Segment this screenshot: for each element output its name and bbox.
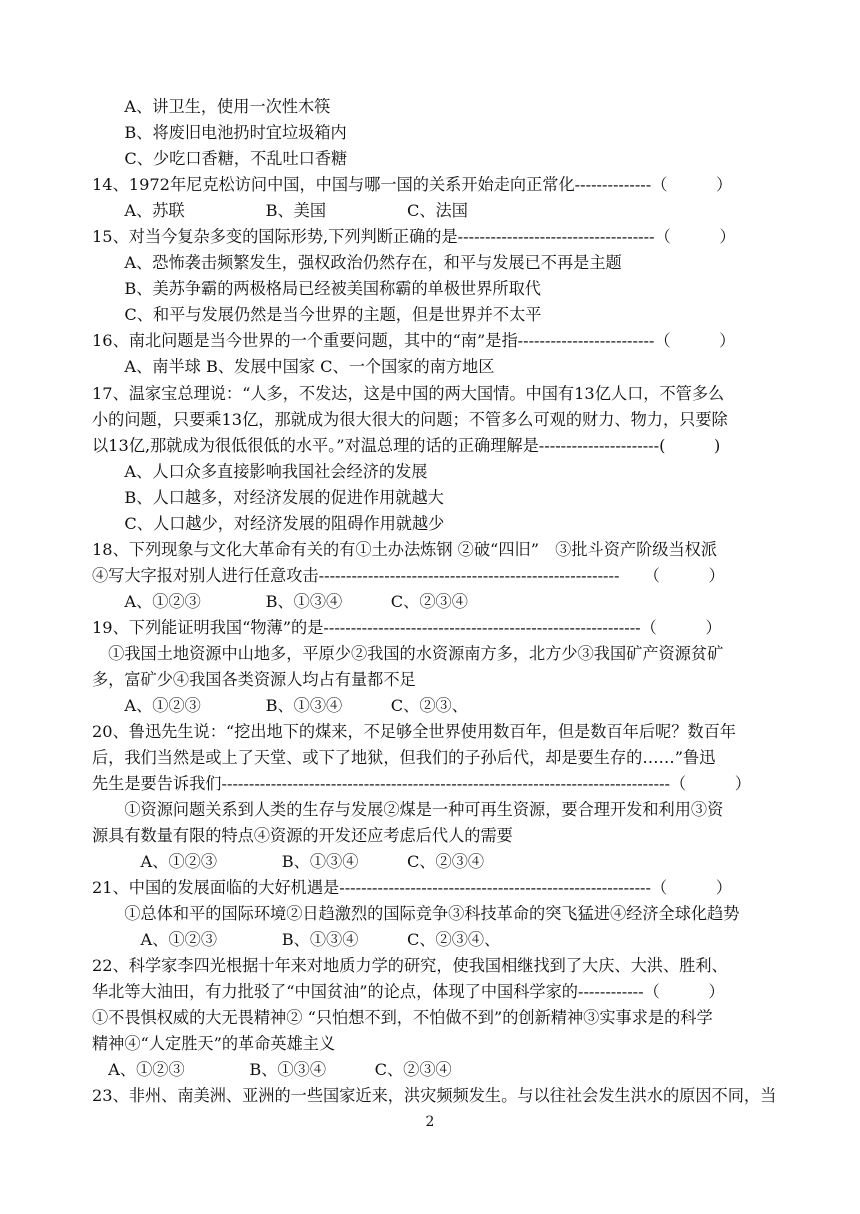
text-line: ④写大字报对别人进行任意攻击------------------------------------------------------- （ ） [92, 566, 725, 585]
text-line: A、苏联 B、美国 C、法国 [92, 201, 468, 220]
text-line: C、和平与发展仍然是当今世界的主题，但是世界并不太平 [92, 305, 542, 324]
text-line: 21、中国的发展面临的大好机遇是---------------------------------------------------------（ ） [92, 878, 732, 897]
text-line: 精神④“人定胜天”的革命英雄主义 [92, 1034, 336, 1053]
text-line: 以13亿,那就成为很低很低的水平。”对温总理的话的正确理解是----------------------( ) [92, 436, 721, 455]
text-line: 19、下列能证明我国“物薄”的是----------------------------------------------------------（ ） [92, 618, 722, 637]
text-line: 14、1972年尼克松访问中国，中国与哪一国的关系开始走向正常化--------------（ ） [92, 175, 733, 194]
text-line: A、人口众多直接影响我国社会经济的发展 [92, 462, 428, 481]
text-line: A、恐怖袭击频繁发生，强权政治仍然存在，和平与发展已不再是主题 [92, 253, 622, 272]
text-line: B、美苏争霸的两极格局已经被美国称霸的单极世界所取代 [92, 279, 541, 298]
text-line: 多，富矿少④我国各类资源人均占有量都不足 [92, 670, 416, 689]
text-line: C、少吃口香糖，不乱吐口香糖 [92, 149, 348, 168]
text-line: 16、南北问题是当今世界的一个重要问题，其中的“南”是指-------------------------（ ） [92, 331, 736, 350]
text-line: A、南半球 B、发展中国家 C、一个国家的南方地区 [92, 357, 495, 376]
text-line: 23、非州、南美洲、亚洲的一些国家近来，洪灾频频发生。与以往社会发生洪水的原因不同，当 [92, 1086, 777, 1105]
text-line: A、①②③ B、①③④ C、②③④、 [92, 930, 501, 949]
text-line: 华北等大油田，有力批驳了“中国贫油”的论点，体现了中国科学家的------------（ ） [92, 982, 725, 1001]
text-line: 20、鲁迅先生说：“挖出地下的煤来，不足够全世界使用数百年，但是数百年后呢？数百年 [92, 722, 736, 741]
text-line: A、①②③ B、①③④ C、②③、 [92, 696, 468, 715]
text-line: A、①②③ B、①③④ C、②③④ [92, 852, 485, 871]
page-number: 2 [425, 1114, 435, 1130]
text-line: A、讲卫生，使用一次性木筷 [92, 97, 331, 116]
text-line: B、将废旧电池扔时宜垃圾箱内 [92, 123, 347, 142]
text-line: 15、对当今复杂多变的国际形势,下列判断正确的是------------------------------------（ ） [92, 227, 736, 246]
text-line: A、①②③ B、①③④ C、②③④ [92, 1060, 452, 1079]
text-line: 22、科学家李四光根据十年来对地质力学的研究，使我国相继找到了大庆、大洪、胜利、 [92, 956, 728, 975]
text-line: ①总体和平的国际环境②日趋激烈的国际竞争③科技革命的突飞猛进④经济全球化趋势 [92, 904, 740, 923]
text-line: A、①②③ B、①③④ C、②③④ [92, 592, 468, 611]
text-line: 后，我们当然是或上了天堂、或下了地狱，但我们的子孙后代，却是要生存的……”鲁迅 [92, 748, 716, 767]
text-line: 源具有数量有限的特点④资源的开发还应考虑后代人的需要 [92, 826, 513, 845]
text-line: ①资源问题关系到人类的生存与发展②煤是一种可再生资源，要合理开发和利用③资 [92, 800, 724, 819]
text-line: 先生是要告诉我们----------------------------------------------------------------------------------（ ） [92, 774, 751, 793]
text-line: ①我国土地资源中山地多，平原少②我国的水资源南方多，北方少③我国矿产资源贫矿 [92, 644, 724, 663]
text-line: ①不畏惧权威的大无畏精神② “只怕想不到，不怕做不到”的创新精神③实事求是的科学 [92, 1008, 713, 1027]
text-line: 17、温家宝总理说：“人多，不发达，这是中国的两大国情。中国有13亿人口，不管多么 [92, 384, 725, 403]
text-line: 小的问题，只要乘13亿，那就成为很大很大的问题；不管多么可观的财力、物力，只要除 [92, 410, 728, 429]
text-line: C、人口越少，对经济发展的阻碍作用就越少 [92, 514, 445, 533]
text-line: B、人口越多，对经济发展的促进作用就越大 [92, 488, 444, 507]
text-line: 18、下列现象与文化大革命有关的有①土办法炼钢 ②破“四旧” ③批斗资产阶级当权派 [92, 540, 718, 559]
